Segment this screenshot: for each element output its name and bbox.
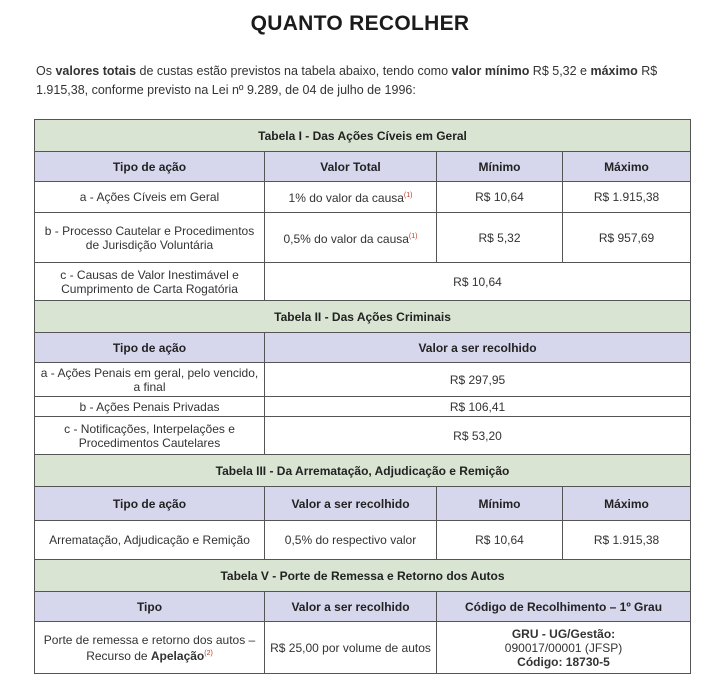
valor-cell: R$ 25,00 por volume de autos (265, 622, 437, 674)
column-header: Máximo (563, 152, 691, 182)
table-3-header-row (35, 487, 691, 521)
minimo-cell: R$ 10,64 (437, 521, 563, 560)
column-header: Código de Recolhimento – 1º Grau (437, 592, 691, 622)
table-2-title: Tabela II - Das Ações Criminais (35, 301, 691, 333)
valor-cell: 1% do valor da causa$^{(1)}$ (265, 182, 437, 213)
minimo-cell: R$ 10,64 (437, 182, 563, 213)
valor-cell: 0,5% do respectivo valor (265, 521, 437, 560)
maximo-cell: R$ 957,69 (563, 213, 691, 263)
tipo-cell: b - Processo Cautelar e Procedimentos de Jurisdição Voluntária (35, 213, 265, 263)
column-header: Mínimo (437, 487, 563, 521)
tipo-cell: b - Ações Penais Privadas (35, 397, 265, 417)
fees-table (34, 119, 691, 674)
tipo-cell: c - Notificações, Interpelações e Procedimentos Cautelares (35, 417, 265, 455)
maximo-cell: R$ 1.915,38 (563, 182, 691, 213)
table-1-header-row (35, 152, 691, 182)
gru-value: 090017/00001 (JFSP) (504, 640, 623, 655)
table-row (35, 363, 691, 397)
table-3-title-row (35, 455, 691, 487)
tipo-cell: Porte de remessa e retorno dos autos – Recurso de Apelação$^{(2)}$ (35, 622, 265, 674)
footnote-marker: (1) (408, 232, 418, 240)
table-row (35, 397, 691, 417)
tipo-cell: a - Ações Cíveis em Geral (35, 182, 265, 213)
intro-paragraph: Os valores totais de custas estão previstos na tabela abaixo, tendo como valor mínimo R$ 5,32 e máximo R$ 1.915,38, conforme previsto na Lei nº 9.289, de 04 de julho de 1996: (36, 64, 658, 97)
codigo-cell (437, 622, 691, 674)
table-3-title: Tabela III - Da Arrematação, Adjudicação e Remição (35, 455, 691, 487)
table-2-header-row (35, 333, 691, 363)
column-header: Mínimo (437, 152, 563, 182)
valor-cell: 0,5% do valor da causa$^{(1)}$ (265, 213, 437, 263)
maximo-cell: R$ 1.915,38 (563, 521, 691, 560)
column-header: Valor a ser recolhido (265, 487, 437, 521)
table-row (35, 263, 691, 301)
table-row (35, 213, 691, 263)
table-row (35, 622, 691, 674)
tipo-cell: Arrematação, Adjudicação e Remição (35, 521, 265, 560)
table-5-header-row (35, 592, 691, 622)
tipo-cell: a - Ações Penais em geral, pelo vencido, a final (35, 363, 265, 397)
column-header: Tipo de ação (35, 152, 265, 182)
column-header: Tipo de ação (35, 333, 265, 363)
page-title: QUANTO RECOLHER (250, 12, 470, 35)
valor-cell: R$ 53,20 (265, 417, 691, 455)
table-1-title: Tabela I - Das Ações Cíveis em Geral (35, 120, 691, 152)
table-5-title-row (35, 560, 691, 592)
column-header: Tipo de ação (35, 487, 265, 521)
table-5-title: Tabela V - Porte de Remessa e Retorno dos Autos (35, 560, 691, 592)
valor-cell: R$ 10,64 (265, 263, 691, 301)
footnote-marker: (1) (403, 192, 413, 199)
gru-label: GRU - UG/Gestão: (511, 626, 616, 641)
tipo-cell: c - Causas de Valor Inestimável e Cumprimento de Carta Rogatória (35, 263, 265, 301)
table-1-title-row (35, 120, 691, 152)
table-row (35, 521, 691, 560)
codigo-value: Código: 18730-5 (517, 654, 610, 669)
column-header: Tipo (35, 592, 265, 622)
column-header: Valor a ser recolhido (265, 333, 691, 363)
column-header: Valor Total (265, 152, 437, 182)
table-row (35, 182, 691, 213)
table-row (35, 417, 691, 455)
minimo-cell: R$ 5,32 (437, 213, 563, 263)
column-header: Valor a ser recolhido (265, 592, 437, 622)
column-header: Máximo (563, 487, 691, 521)
footnote-marker: (2) (204, 649, 213, 657)
valor-cell: R$ 106,41 (265, 397, 691, 417)
valor-cell: R$ 297,95 (265, 363, 691, 397)
table-2-title-row (35, 301, 691, 333)
